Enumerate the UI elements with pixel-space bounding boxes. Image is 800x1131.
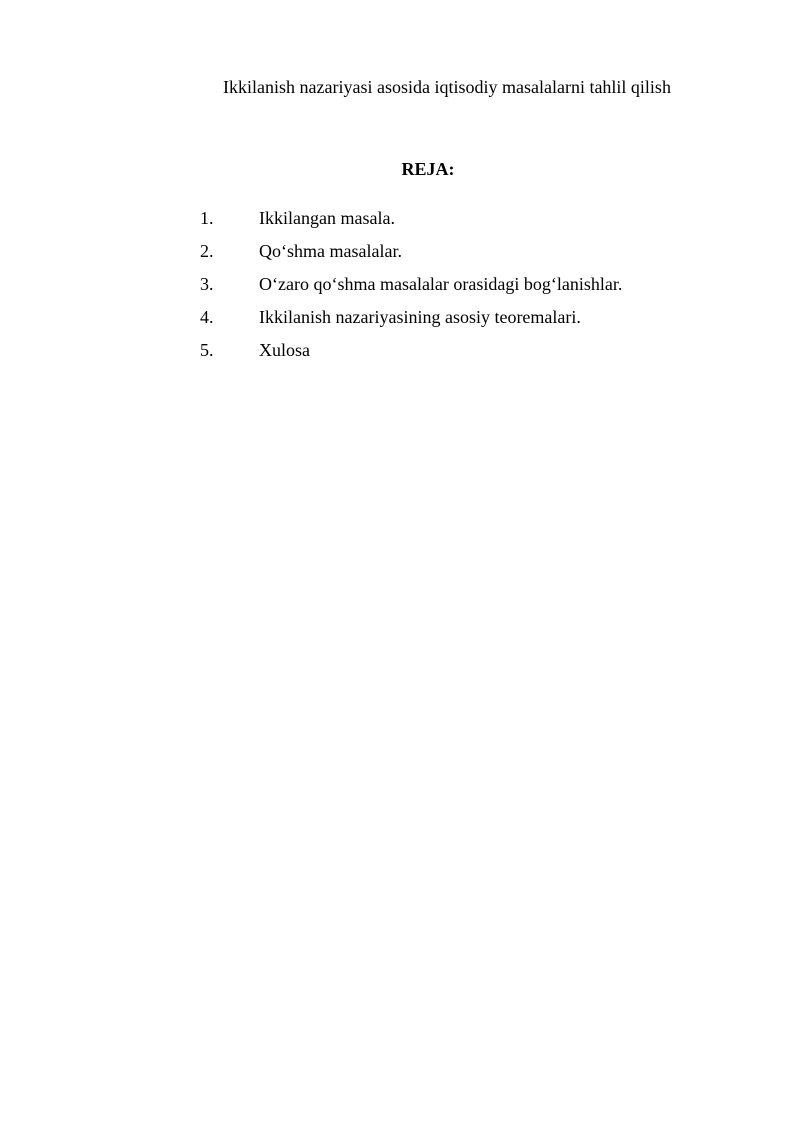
plan-heading: REJA:: [401, 159, 455, 179]
document-title: Ikkilanish nazariyasi asosida iqtisodiy masalalarni tahlil qilish: [223, 77, 671, 97]
plan-item-2: [200, 240, 760, 273]
plan-item-text: Ikkilangan masala.: [259, 208, 395, 228]
plan-item-3: [200, 273, 760, 306]
plan-item-number: 3.: [200, 274, 214, 294]
plan-item-text: Qo‘shma masalalar.: [259, 241, 402, 261]
plan-item-4: [200, 306, 760, 339]
plan-item-text: Ikkilanish nazariyasining asosiy teoremalari.: [259, 307, 581, 327]
plan-list: [200, 207, 760, 372]
plan-item-number: 4.: [200, 307, 214, 327]
plan-item-5: [200, 339, 760, 372]
plan-item-1: [200, 207, 760, 240]
plan-item-text: O‘zaro qo‘shma masalalar orasidagi bog‘lanishlar.: [259, 274, 623, 294]
plan-item-text: Xulosa: [259, 340, 310, 360]
plan-item-number: 2.: [200, 241, 214, 261]
plan-item-number: 1.: [200, 208, 214, 228]
plan-item-number: 5.: [200, 340, 214, 360]
